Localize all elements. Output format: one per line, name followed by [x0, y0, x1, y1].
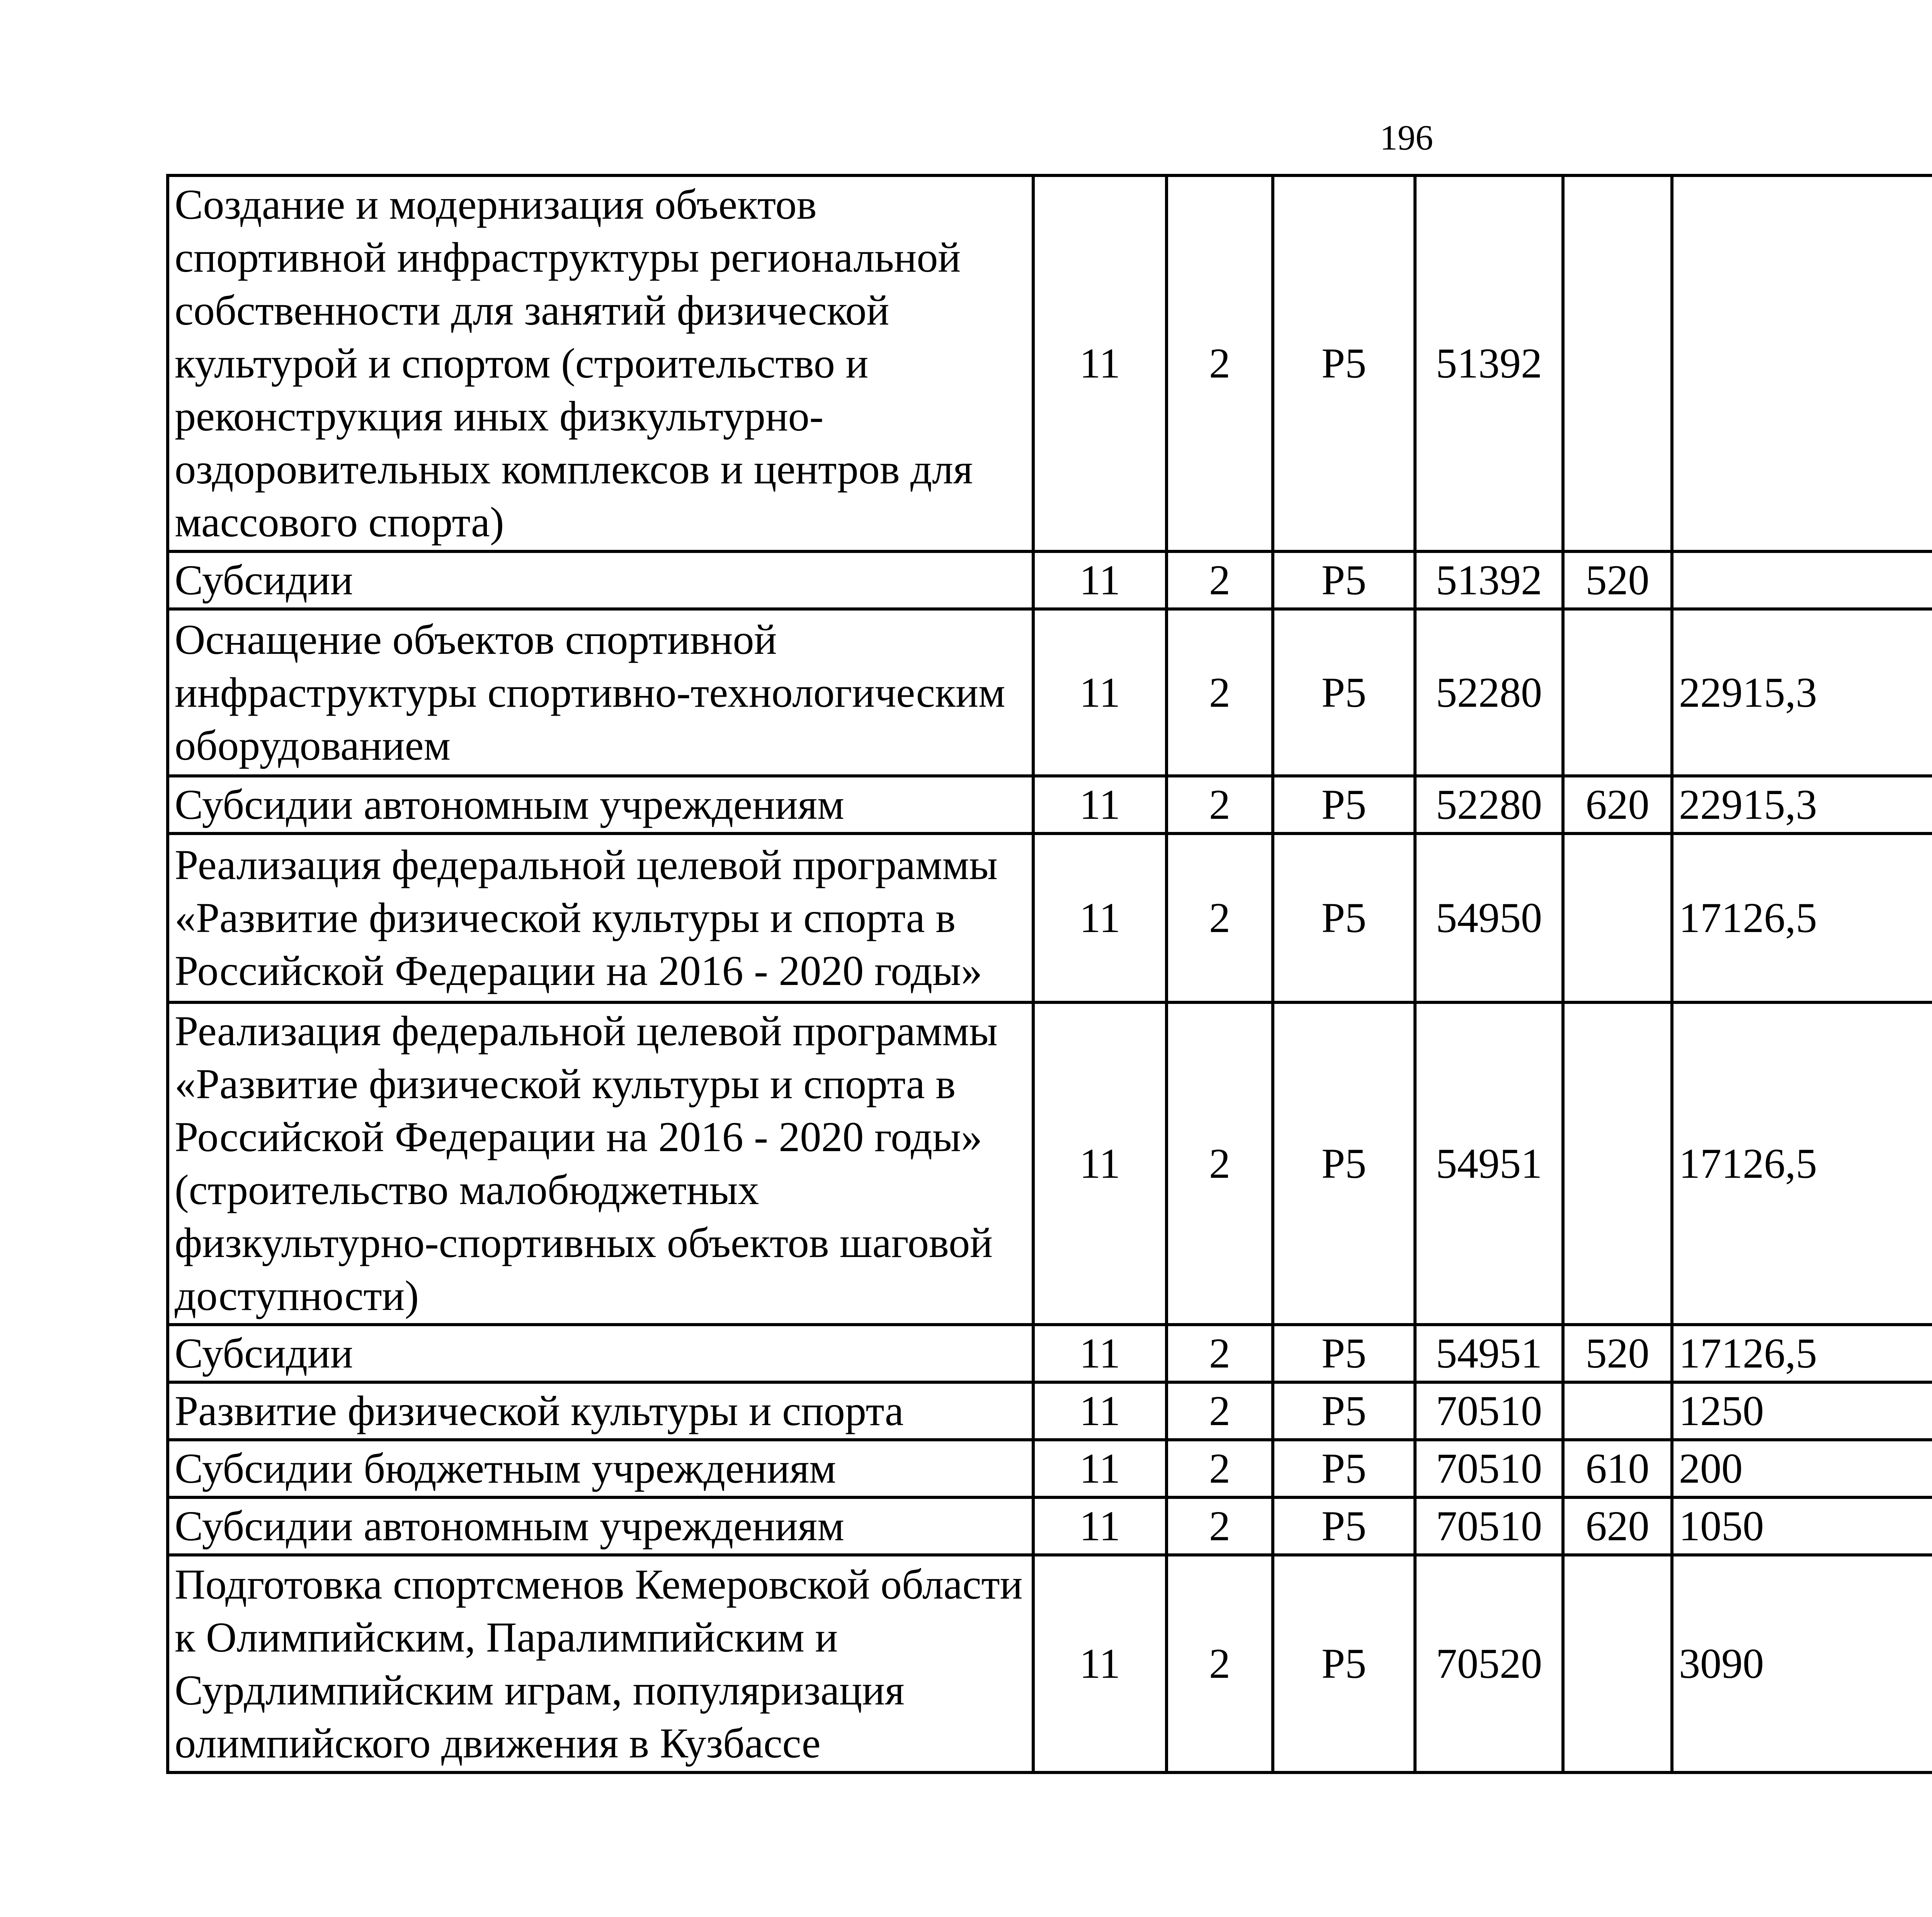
- cell-target-code: 70510: [1415, 1440, 1563, 1497]
- table-row: [168, 609, 1932, 776]
- row-name: Субсидии: [168, 551, 1033, 609]
- cell-amount-1: 22915,3: [1672, 609, 1932, 776]
- cell-section: 11: [1033, 1440, 1167, 1497]
- cell-amount-1: 17126,5: [1672, 833, 1932, 1002]
- cell-subsection: 2: [1167, 833, 1273, 1002]
- cell-section: 11: [1033, 175, 1167, 551]
- cell-amount-1: [1672, 551, 1932, 609]
- row-name: Субсидии: [168, 1325, 1033, 1382]
- cell-program: Р5: [1273, 551, 1415, 609]
- cell-expense-type: [1563, 833, 1672, 1002]
- cell-program: Р5: [1273, 1382, 1415, 1440]
- cell-subsection: 2: [1167, 175, 1273, 551]
- cell-target-code: 54951: [1415, 1002, 1563, 1325]
- cell-program: Р5: [1273, 776, 1415, 833]
- cell-target-code: 70520: [1415, 1555, 1563, 1772]
- cell-amount-1: [1672, 175, 1932, 551]
- row-name: Реализация федеральной целевой программы «Развитие физической культуры и спорта в Российской Федерации на 2016 - 2020 годы» (строительство малобюджетных физкультурно-спортивных объектов шаговой доступности): [168, 1002, 1033, 1325]
- table-row: [168, 1440, 1932, 1497]
- cell-expense-type: [1563, 609, 1672, 776]
- cell-program: Р5: [1273, 833, 1415, 1002]
- budget-table: [166, 174, 1932, 1774]
- table-row: [168, 1325, 1932, 1382]
- cell-section: 11: [1033, 776, 1167, 833]
- cell-program: Р5: [1273, 609, 1415, 776]
- cell-section: 11: [1033, 833, 1167, 1002]
- cell-expense-type: 610: [1563, 1440, 1672, 1497]
- cell-target-code: 52280: [1415, 609, 1563, 776]
- cell-target-code: 70510: [1415, 1497, 1563, 1555]
- cell-target-code: 51392: [1415, 175, 1563, 551]
- cell-section: 11: [1033, 551, 1167, 609]
- cell-program: Р5: [1273, 1325, 1415, 1382]
- cell-target-code: 51392: [1415, 551, 1563, 609]
- cell-target-code: 70510: [1415, 1382, 1563, 1440]
- table-row: [168, 776, 1932, 833]
- cell-amount-1: 200: [1672, 1440, 1932, 1497]
- cell-section: 11: [1033, 1325, 1167, 1382]
- cell-section: 11: [1033, 1497, 1167, 1555]
- cell-subsection: 2: [1167, 1555, 1273, 1772]
- cell-section: 11: [1033, 1555, 1167, 1772]
- row-name: Развитие физической культуры и спорта: [168, 1382, 1033, 1440]
- cell-expense-type: [1563, 175, 1672, 551]
- cell-expense-type: 620: [1563, 1497, 1672, 1555]
- cell-program: Р5: [1273, 1497, 1415, 1555]
- cell-subsection: 2: [1167, 1440, 1273, 1497]
- cell-target-code: 52280: [1415, 776, 1563, 833]
- cell-expense-type: [1563, 1382, 1672, 1440]
- page-number: 196: [1380, 118, 1433, 157]
- cell-expense-type: [1563, 1002, 1672, 1325]
- cell-target-code: 54951: [1415, 1325, 1563, 1382]
- cell-program: Р5: [1273, 1555, 1415, 1772]
- cell-expense-type: 520: [1563, 1325, 1672, 1382]
- cell-expense-type: [1563, 1555, 1672, 1772]
- cell-program: Р5: [1273, 175, 1415, 551]
- cell-subsection: 2: [1167, 609, 1273, 776]
- table-row: [168, 1382, 1932, 1440]
- table-row: [168, 1555, 1932, 1772]
- cell-subsection: 2: [1167, 776, 1273, 833]
- cell-section: 11: [1033, 1382, 1167, 1440]
- row-name: Субсидии автономным учреждениям: [168, 1497, 1033, 1555]
- cell-subsection: 2: [1167, 1497, 1273, 1555]
- cell-amount-1: 1250: [1672, 1382, 1932, 1440]
- cell-amount-1: 17126,5: [1672, 1002, 1932, 1325]
- row-name: Оснащение объектов спортивной инфраструктуры спортивно-технологическим оборудованием: [168, 609, 1033, 776]
- cell-subsection: 2: [1167, 1002, 1273, 1325]
- table-row: [168, 551, 1932, 609]
- row-name: Создание и модернизация объектов спортивной инфраструктуры региональной собственности для занятий физической культурой и спортом (строительство и реконструкция иных физкультурно-оздоровительных комплексов и центров для массового спорта): [168, 175, 1033, 551]
- cell-section: 11: [1033, 1002, 1167, 1325]
- table-row: [168, 175, 1932, 551]
- cell-section: 11: [1033, 609, 1167, 776]
- table-row: [168, 833, 1932, 1002]
- cell-program: Р5: [1273, 1002, 1415, 1325]
- cell-amount-1: 22915,3: [1672, 776, 1932, 833]
- cell-amount-1: 3090: [1672, 1555, 1932, 1772]
- row-name: Субсидии бюджетным учреждениям: [168, 1440, 1033, 1497]
- cell-subsection: 2: [1167, 1382, 1273, 1440]
- cell-amount-1: 17126,5: [1672, 1325, 1932, 1382]
- cell-subsection: 2: [1167, 1325, 1273, 1382]
- row-name: Реализация федеральной целевой программы «Развитие физической культуры и спорта в Российской Федерации на 2016 - 2020 годы»: [168, 833, 1033, 1002]
- cell-expense-type: 620: [1563, 776, 1672, 833]
- cell-expense-type: 520: [1563, 551, 1672, 609]
- table-row: [168, 1497, 1932, 1555]
- cell-target-code: 54950: [1415, 833, 1563, 1002]
- row-name: Подготовка спортсменов Кемеровской области к Олимпийским, Паралимпийским и Сурдлимпийским играм, популяризация олимпийского движения в Кузбассе: [168, 1555, 1033, 1772]
- table-row: [168, 1002, 1932, 1325]
- cell-amount-1: 1050: [1672, 1497, 1932, 1555]
- cell-subsection: 2: [1167, 551, 1273, 609]
- cell-program: Р5: [1273, 1440, 1415, 1497]
- row-name: Субсидии автономным учреждениям: [168, 776, 1033, 833]
